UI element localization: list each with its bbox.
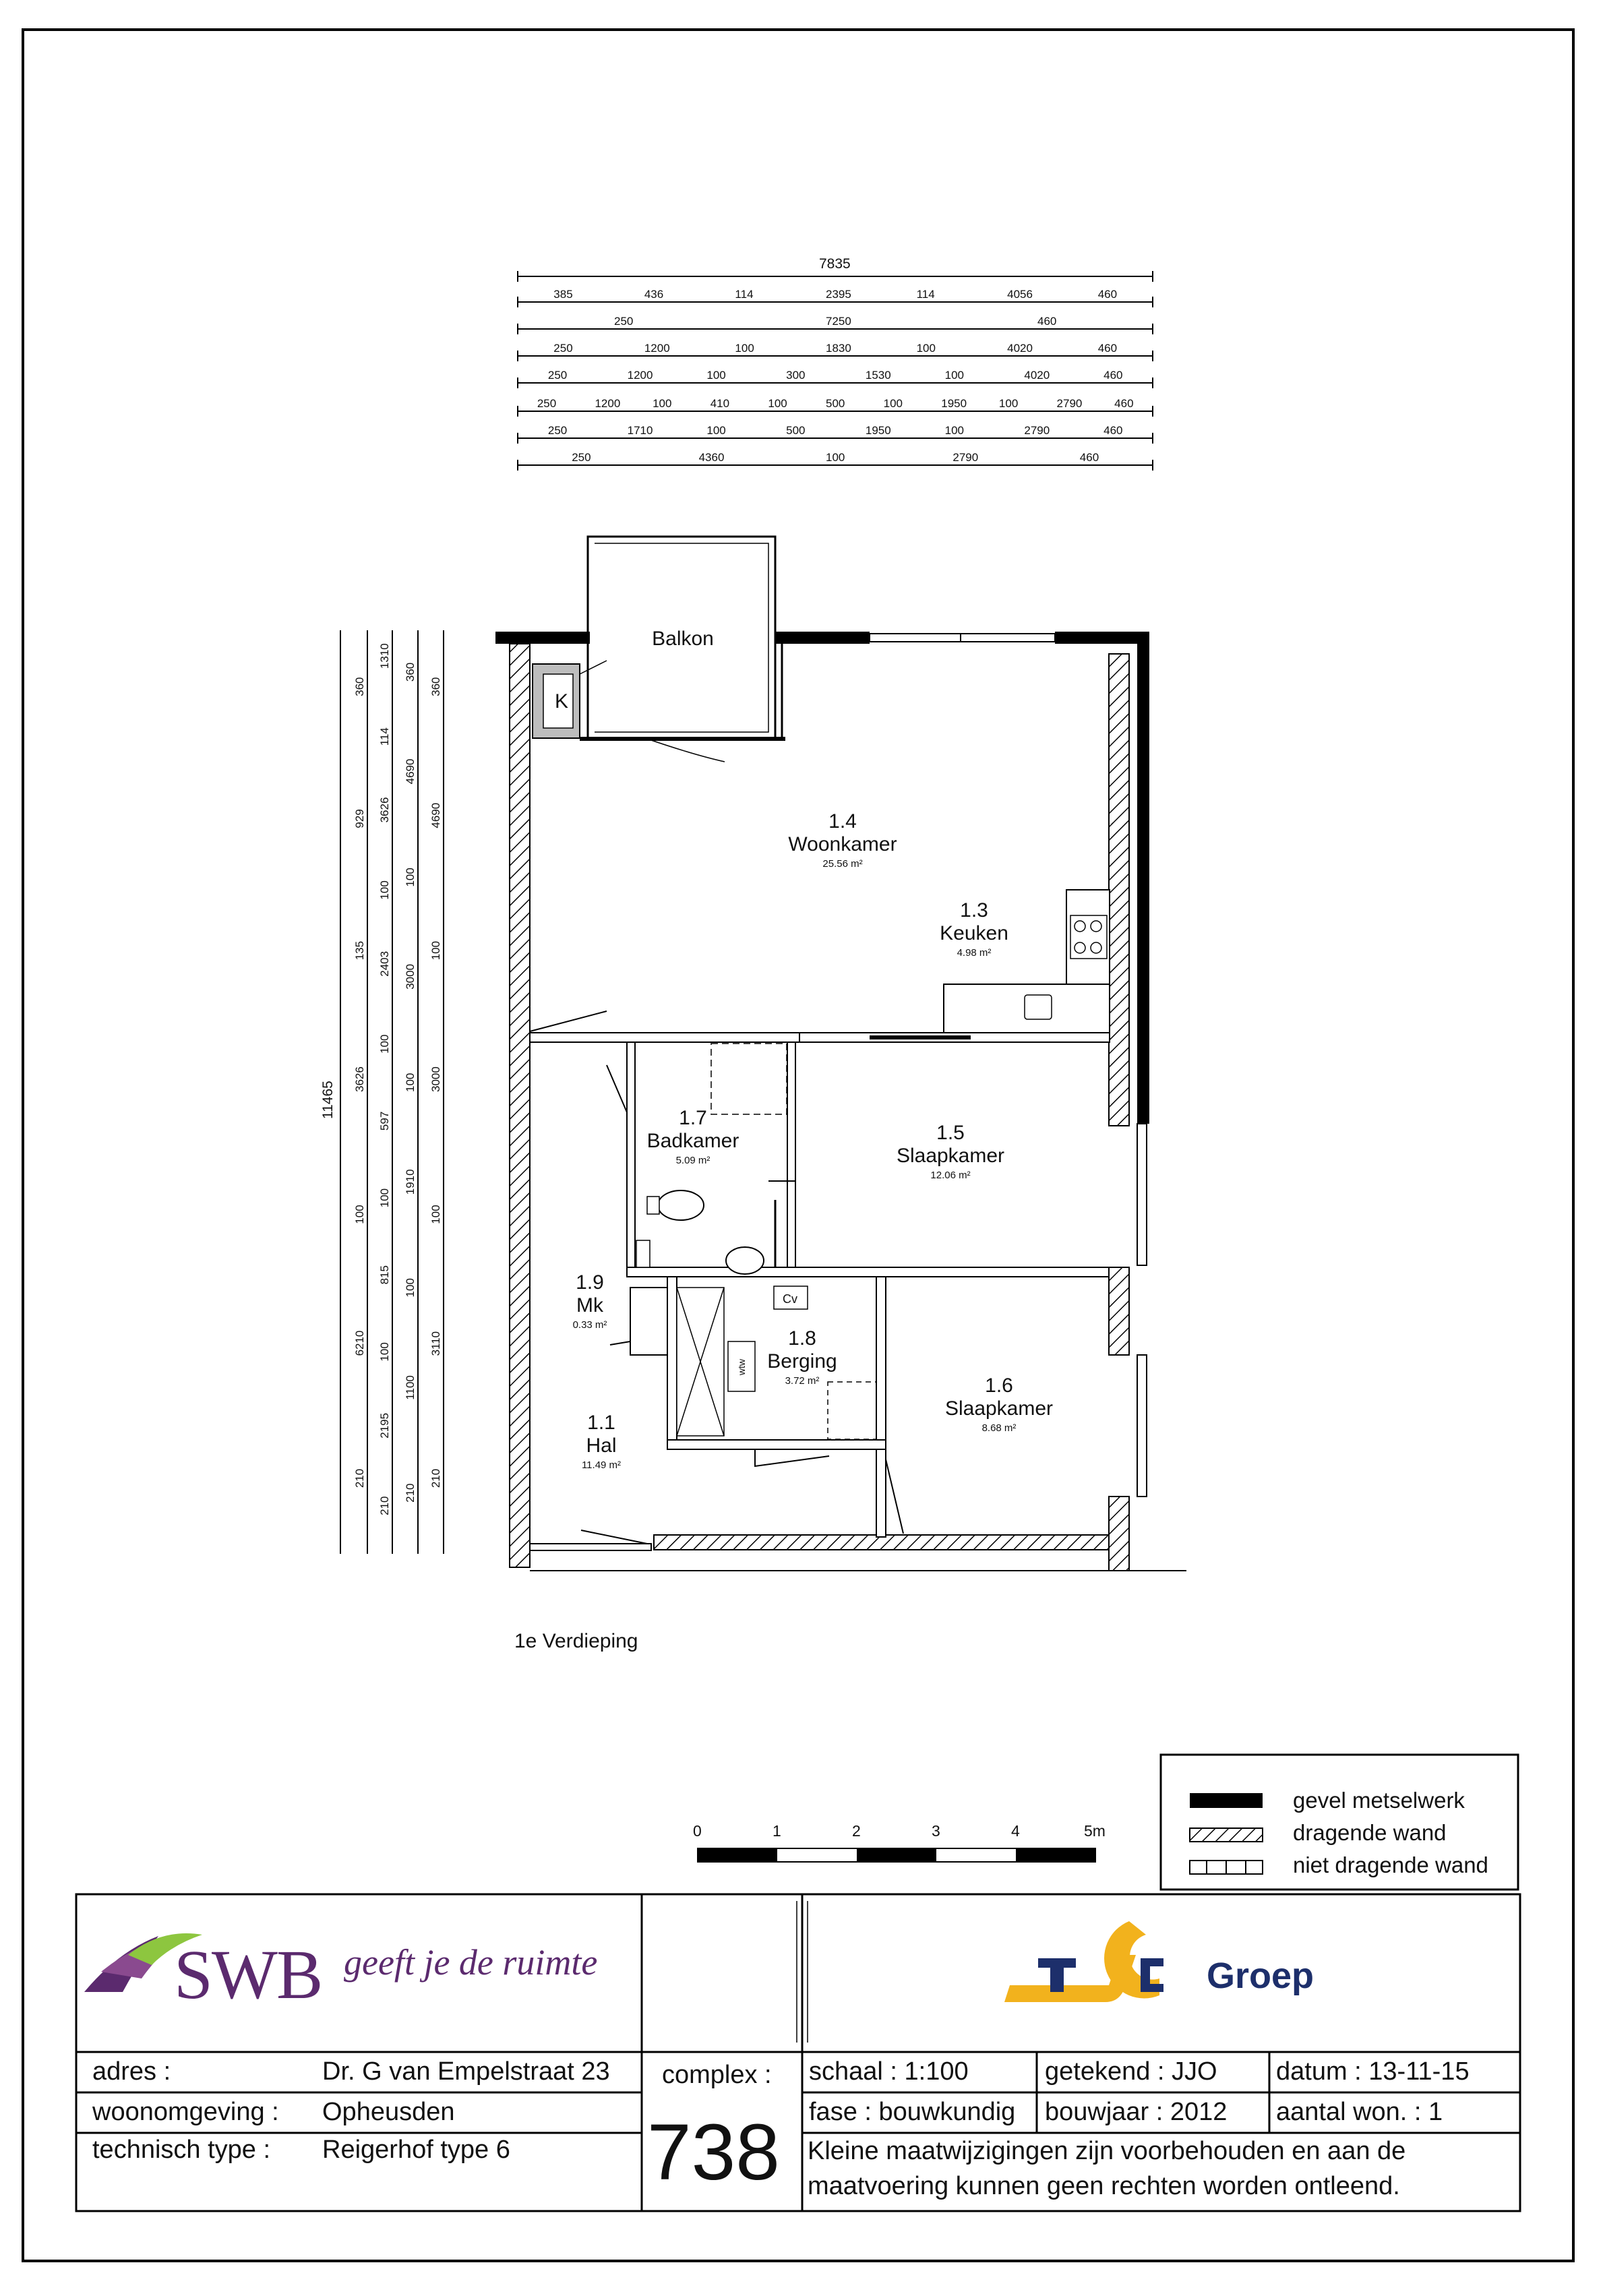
dim-label: 250: [547, 369, 568, 382]
left-dimensions: [320, 630, 444, 1554]
room-number-mk: 1.9: [576, 1271, 604, 1294]
badkamer-wall-left: [627, 1042, 635, 1268]
dim-label: 3000: [429, 1066, 442, 1092]
dim-label: 597: [378, 1111, 391, 1131]
dim-label: 460: [1097, 342, 1118, 355]
dim-label: 360: [404, 662, 417, 682]
dim-label: 3626: [378, 797, 391, 823]
disclaimer-line1: Kleine maatwijzigingen zijn voorbehouden en aan de: [808, 2137, 1406, 2165]
badkamer-wall-right: [787, 1042, 795, 1268]
complex-value: 738: [647, 2108, 780, 2197]
dim-label: 100: [404, 1073, 417, 1092]
adres-label: adres :: [92, 2057, 171, 2086]
door-slaap16: [886, 1459, 903, 1534]
bouwjaar: bouwjaar : 2012: [1045, 2098, 1228, 2126]
dim-label: 1310: [378, 643, 391, 669]
door-berging: [755, 1449, 829, 1466]
dim-label: 1830: [826, 342, 851, 355]
dim-label: 100: [429, 940, 442, 961]
facade-wall-top-middle: [775, 632, 870, 644]
scale-label-3: 3: [932, 1822, 940, 1840]
dim-label: 100: [944, 369, 964, 382]
legend-swatch-hatched: [1190, 1828, 1263, 1842]
floor-label: 1e Verdieping: [514, 1630, 638, 1652]
door-hal: [530, 1011, 607, 1031]
legend-label-segmented: niet dragende wand: [1293, 1852, 1488, 1877]
room-area-badkamer: 5.09 m²: [675, 1155, 710, 1166]
dim-label: 100: [404, 1278, 417, 1298]
window-right-1: [1137, 1124, 1147, 1265]
page-border: [23, 30, 1573, 2261]
facade-wall-top-left: [495, 632, 590, 644]
room-name-woonkamer: Woonkamer: [788, 833, 897, 855]
bearing-wall-right-mid: [1109, 1267, 1129, 1355]
dim-label: 100: [735, 342, 754, 355]
dim-label: 250: [547, 424, 568, 437]
dim-label: 100: [378, 1342, 391, 1362]
room-number-slaapkamer15: 1.5: [936, 1122, 965, 1144]
dim-label: 410: [710, 397, 730, 410]
dim-label: 2790: [1056, 397, 1083, 410]
aantal-won: aantal won. : 1: [1276, 2098, 1443, 2126]
room-area-slaapkamer15: 12.06 m²: [930, 1170, 971, 1181]
room-name-badkamer: Badkamer: [646, 1130, 739, 1152]
berging-dashed: [828, 1382, 876, 1439]
adres-value: Dr. G van Empelstraat 23: [322, 2057, 610, 2086]
room-area-berging: 3.72 m²: [785, 1375, 820, 1387]
dim-label: 385: [553, 288, 573, 301]
dim-total-label: 11465: [320, 1081, 336, 1119]
scale-bar: [698, 1848, 1095, 1862]
room-area-keuken: 4.98 m²: [957, 947, 992, 959]
dim-label: 3110: [429, 1331, 442, 1356]
toilet: [658, 1190, 704, 1220]
room-number-berging: 1.8: [788, 1327, 816, 1350]
dim-label: 929: [353, 809, 366, 828]
dim-label: 100: [998, 397, 1019, 410]
dim-label: 4056: [1007, 288, 1033, 301]
dim-label: 6210: [353, 1330, 366, 1356]
dim-label: 114: [378, 727, 391, 746]
dim-label: 100: [706, 369, 726, 382]
legend-label-hatched: dragende wand: [1293, 1820, 1447, 1845]
dim-label: 500: [786, 424, 806, 437]
partition-middle: [627, 1267, 1109, 1277]
dim-label: 460: [1037, 315, 1057, 328]
dim-label: 360: [353, 677, 366, 696]
dim-label: 2790: [952, 451, 979, 464]
dim-label: 100: [944, 424, 964, 437]
dim-label: 436: [644, 288, 664, 301]
top-dimensions: [518, 256, 1153, 471]
dim-label: 360: [429, 677, 442, 696]
slaapkamer16-wall-left: [876, 1449, 886, 1537]
dim-label: 100: [404, 868, 417, 887]
scale-label-4: 4: [1011, 1822, 1020, 1840]
dim-label: 2395: [826, 288, 851, 301]
dim-label: 4020: [1024, 369, 1050, 382]
berging-wall-left: [667, 1277, 677, 1449]
schaal: schaal : 1:100: [809, 2057, 969, 2086]
bathroom-sink: [726, 1247, 764, 1274]
complex-label: complex :: [662, 2061, 772, 2089]
room-area-hal: 11.49 m²: [581, 1459, 622, 1471]
room-name-slaapkamer15: Slaapkamer: [896, 1145, 1005, 1167]
dim-label: 250: [537, 397, 557, 410]
dim-label: 114: [735, 288, 754, 301]
room-name-balkon: Balkon: [652, 628, 714, 650]
dim-label: 100: [768, 397, 787, 410]
shower: [711, 1044, 787, 1114]
getekend: getekend : JJO: [1045, 2057, 1217, 2086]
dim-label: 2403: [378, 950, 391, 977]
dim-label: 1910: [404, 1169, 417, 1195]
dim-label: 2195: [378, 1412, 391, 1439]
room-number-hal: 1.1: [587, 1412, 615, 1434]
facade-wall-right: [1137, 632, 1149, 1124]
kitchen-sink: [1025, 995, 1052, 1019]
cv-label: Cv: [783, 1292, 797, 1306]
dim-label: 100: [378, 1034, 391, 1054]
dim-label: 210: [353, 1468, 366, 1488]
dim-label: 210: [404, 1483, 417, 1503]
room-name-slaapkamer16: Slaapkamer: [944, 1397, 1054, 1420]
dim-label: 100: [378, 880, 391, 900]
room-name-mk: Mk: [576, 1294, 603, 1317]
dim-label: 100: [706, 424, 726, 437]
dim-label: 135: [353, 940, 366, 961]
room-area-slaapkamer16: 8.68 m²: [981, 1422, 1017, 1434]
dim-label: 210: [429, 1468, 442, 1488]
bearing-wall-right-upper: [1109, 654, 1129, 1126]
tdc-logo-mark: [1004, 1921, 1163, 2002]
dim-label: 100: [883, 397, 903, 410]
dim-label: 1100: [404, 1375, 417, 1400]
dim-label: 100: [653, 397, 672, 410]
room-area-mk: 0.33 m²: [572, 1319, 607, 1331]
room-name-hal: Hal: [586, 1434, 617, 1457]
dim-label: 3000: [404, 963, 417, 990]
bearing-wall-right-lower: [1109, 1497, 1129, 1571]
dim-label: 250: [553, 342, 573, 355]
dim-label: 100: [429, 1205, 442, 1224]
dim-label: 460: [1079, 451, 1099, 464]
scale-label-5m: 5m: [1084, 1822, 1106, 1840]
room-number-keuken: 1.3: [960, 899, 988, 922]
berging-wall-bottom: [667, 1440, 886, 1449]
disclaimer-line2: maatvoering kunnen geen rechten worden ontleend.: [808, 2172, 1400, 2200]
dim-label: 2790: [1024, 424, 1050, 437]
woonomgeving-value: Opheusden: [322, 2098, 455, 2126]
dim-label: 300: [786, 369, 806, 382]
room-name-berging: Berging: [767, 1350, 837, 1372]
dim-label: 4690: [429, 802, 442, 828]
legend-label-solid: gevel metselwerk: [1293, 1788, 1465, 1813]
room-number-slaapkamer16: 1.6: [985, 1374, 1013, 1397]
dim-label: 1200: [595, 397, 621, 410]
technisch-type-label: technisch type :: [92, 2136, 271, 2164]
technisch-type-value: Reigerhof type 6: [322, 2136, 510, 2164]
room-area-woonkamer: 25.56 m²: [822, 858, 863, 870]
window-right-2: [1137, 1355, 1147, 1497]
dim-label: 460: [1114, 397, 1134, 410]
dim-label: 7250: [826, 315, 851, 328]
dim-label: 500: [826, 397, 845, 410]
dim-label: 1710: [627, 424, 653, 437]
radiator: [636, 1240, 650, 1267]
mk-box: [630, 1288, 667, 1355]
partition-woon-bad: [530, 1033, 799, 1042]
dim-label: 100: [916, 342, 936, 355]
swb-logo-tagline: geeft je de ruimte: [344, 1942, 598, 1983]
window-top-1: [870, 634, 1055, 642]
datum: datum : 13-11-15: [1276, 2057, 1470, 2086]
dim-label: 4690: [404, 758, 417, 785]
dim-label: 100: [353, 1205, 366, 1224]
dim-label: 3626: [353, 1066, 366, 1092]
dim-total-label: 7835: [819, 256, 851, 272]
dim-label: 114: [916, 288, 935, 301]
swb-logo-brand: SWB: [174, 1936, 322, 2014]
facade-wall-top-right: [1055, 632, 1149, 644]
dim-label: 100: [378, 1188, 391, 1208]
door-badkamer: [607, 1065, 627, 1112]
dim-label: 460: [1097, 288, 1118, 301]
room-number-badkamer: 1.7: [679, 1107, 707, 1129]
legend-swatch-solid: [1190, 1793, 1263, 1808]
bottom-wall-left: [530, 1544, 651, 1550]
dim-label: 1200: [627, 369, 653, 382]
dim-label: 1200: [644, 342, 670, 355]
dim-label: 1950: [865, 424, 891, 437]
dim-label: 4020: [1007, 342, 1033, 355]
dim-label: 4360: [698, 451, 725, 464]
scale-label-1: 1: [773, 1822, 781, 1840]
dim-label: 460: [1103, 369, 1123, 382]
scale-label-2: 2: [852, 1822, 861, 1840]
fase: fase : bouwkundig: [809, 2098, 1016, 2126]
berging-wall-right: [876, 1277, 886, 1449]
room-number-woonkamer: 1.4: [828, 810, 857, 833]
door-front: [581, 1530, 647, 1544]
door-mk: [610, 1341, 630, 1345]
room-name-keuken: Keuken: [940, 922, 1008, 944]
dim-label: 250: [614, 315, 634, 328]
dim-label: 250: [572, 451, 591, 464]
bearing-wall-left: [510, 644, 530, 1567]
room-name-k: K: [554, 690, 569, 713]
dim-label: 815: [378, 1265, 391, 1285]
dim-label: 210: [378, 1496, 391, 1515]
dim-label: 460: [1103, 424, 1123, 437]
wtw-label: wtw: [736, 1358, 747, 1376]
woonomgeving-label: woonomgeving :: [92, 2098, 279, 2126]
dim-label: 1530: [865, 369, 891, 382]
dim-label: 1950: [941, 397, 967, 410]
dim-label: 100: [826, 451, 845, 464]
tdc-logo-suffix: Groep: [1207, 1956, 1314, 1996]
scale-label-0: 0: [693, 1822, 702, 1840]
